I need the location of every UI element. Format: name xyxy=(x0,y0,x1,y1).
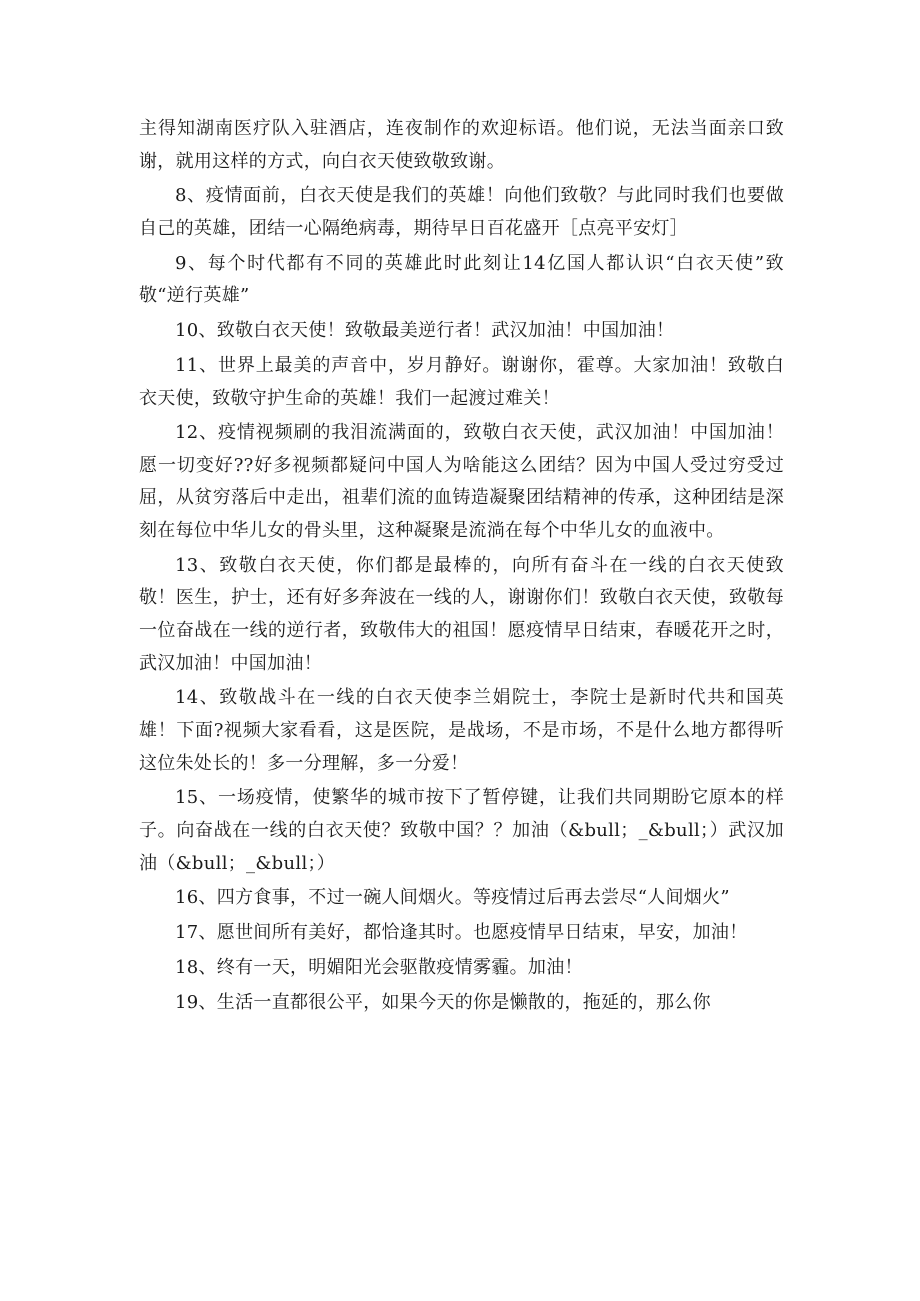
paragraph-item-9: 9、每个时代都有不同的英雄此时此刻让14亿国人都认识“白衣天使”致敬“逆行英雄” xyxy=(139,252,784,307)
paragraph-item-10: 10、致敬白衣天使！致敬最美逆行者！武汉加油！中国加油！ xyxy=(175,320,675,342)
paragraph-item-11: 11、世界上最美的声音中，岁月静好。谢谢你，霍尊。大家加油！致敬白衣天使，致敬守护生命的英雄！我们一起渡过难关！ xyxy=(139,354,784,409)
paragraph-item-13: 13、致敬白衣天使，你们都是最棒的，向所有奋斗在一线的白衣天使致敬！医生，护士，还有好多奔波在一线的人，谢谢你们！致敬白衣天使，致敬每一位奋战在一线的逆行者，致敬伟大的祖国！愿疫情早日结束，春暖花开之时，武汉加油！中国加油！ xyxy=(139,554,784,674)
paragraph-item-12: 12、疫情视频刷的我泪流满面的，致敬白衣天使，武汉加油！中国加油！愿一切变好??好多视频都疑问中国人为啥能这么团结？因为中国人受过穷受过屈，从贫穷落后中走出，祖辈们流的血铸造凝聚团结精神的传承，这种团结是深刻在每位中华儿女的骨头里，这种凝聚是流淌在每个中华儿女的血液中。 xyxy=(139,422,784,542)
document-body xyxy=(139,113,784,1021)
paragraph-item-17: 17、愿世间所有美好，都恰逢其时。也愿疫情早日结束，早安，加油！ xyxy=(175,922,748,944)
paragraph-item-16: 16、四方食事，不过一碗人间烟火。等疫情过后再去尝尽“人间烟火” xyxy=(175,887,730,909)
paragraph-item-8: 8、疫情面前，白衣天使是我们的英雄！向他们致敬？与此同时我们也要做自己的英雄，团结一心隔绝病毒，期待早日百花盛开［点亮平安灯］ xyxy=(139,185,784,239)
paragraph-continuation: 主得知湖南医疗队入驻酒店，连夜制作的欢迎标语。他们说，无法当面亲口致谢，就用这样的方式，向白衣天使致敬致谢。 xyxy=(139,118,784,172)
paragraph-item-14: 14、致敬战斗在一线的白衣天使李兰娟院士，李院士是新时代共和国英雄！下面?视频大家看看，这是医院，是战场，不是市场，不是什么地方都得听这位朱处长的！多一分理解，多一分爱！ xyxy=(139,687,784,774)
paragraph-item-18: 18、终有一天，明媚阳光会驱散疫情雾霾。加油！ xyxy=(175,956,583,978)
paragraph-item-19: 19、生活一直都很公平，如果今天的你是懒散的，拖延的，那么你 xyxy=(175,991,711,1013)
paragraph-item-15: 15、一场疫情，使繁华的城市按下了暂停键，让我们共同期盼它原本的样子。向奋战在一线的白衣天使？致敬中国？？加油（&bull；_&bull；）武汉加油（&bull；_&bull；） xyxy=(139,787,784,874)
